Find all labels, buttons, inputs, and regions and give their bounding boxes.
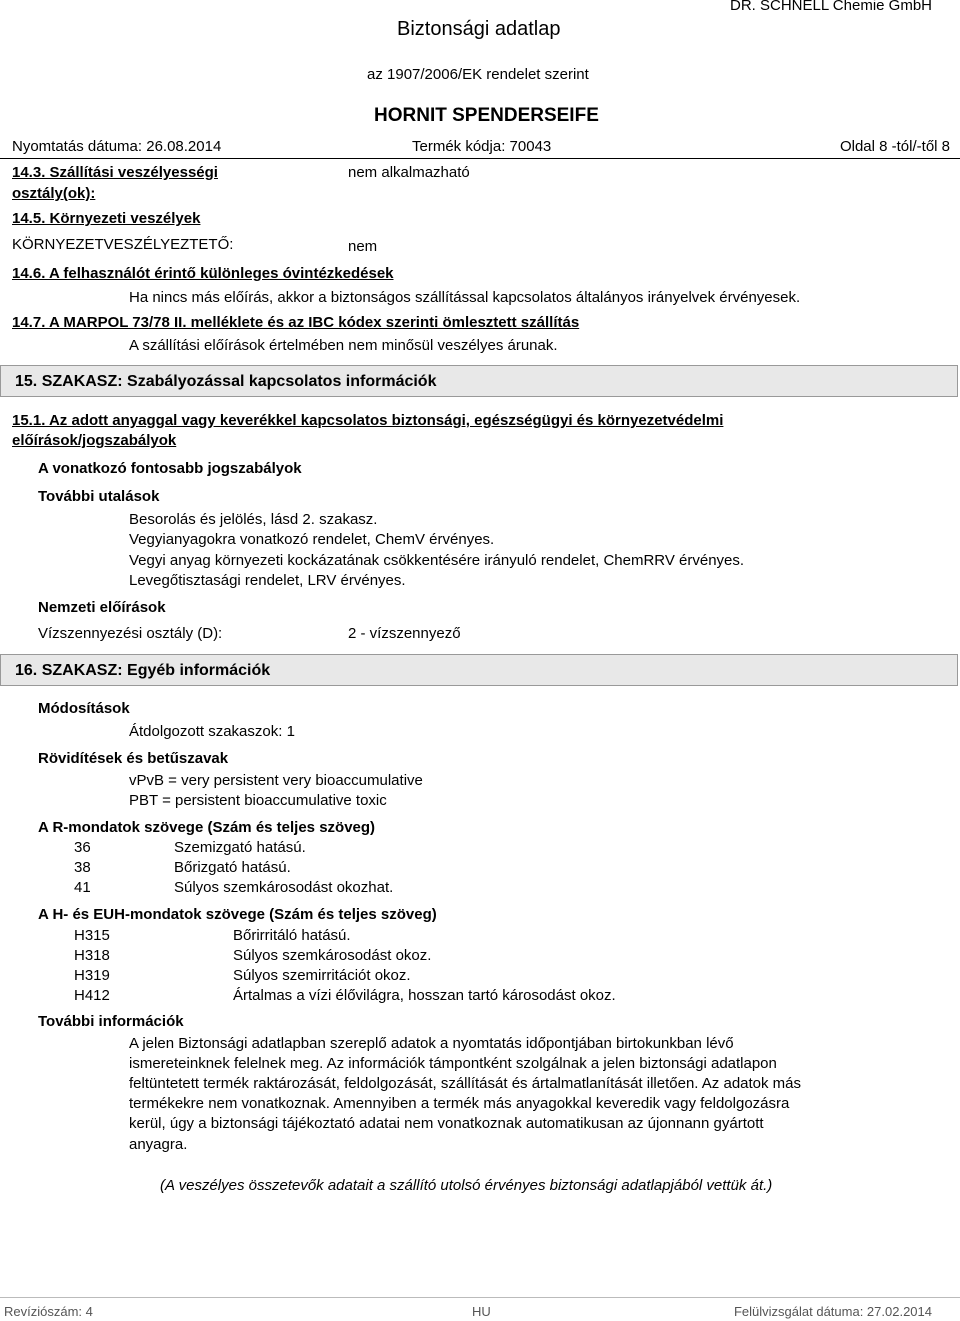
abbreviation-item: PBT = persistent bioaccumulative toxic bbox=[129, 792, 387, 809]
h-phrase-code: H315 bbox=[74, 927, 110, 944]
abbreviation-item: vPvB = very persistent very bioaccumulative bbox=[129, 772, 423, 789]
product-name: HORNIT SPENDERSEIFE bbox=[374, 105, 599, 126]
company-name: DR. SCHNELL Chemie GmbH bbox=[730, 0, 932, 14]
further-references-label: További utalások bbox=[38, 488, 160, 505]
language-code: HU bbox=[472, 1304, 491, 1319]
section-16-header bbox=[0, 654, 958, 686]
h-phrase-code: H412 bbox=[74, 987, 110, 1004]
footer-divider bbox=[0, 1297, 960, 1298]
s146-label: 14.6. A felhasználót érintő különleges óvintézkedések bbox=[12, 265, 394, 282]
header-divider bbox=[0, 158, 960, 159]
env-hazard-label: KÖRNYEZETVESZÉLYEZTETŐ: bbox=[12, 236, 234, 253]
s145-label: 14.5. Környezeti veszélyek bbox=[12, 210, 201, 227]
further-info-label: További információk bbox=[38, 1013, 184, 1030]
s147-label: 14.7. A MARPOL 73/78 II. melléklete és az IBC kódex szerinti ömlesztett szállítás bbox=[12, 314, 580, 331]
reference-item: Levegőtisztasági rendelet, LRV érvényes. bbox=[129, 572, 406, 589]
page-number: Oldal 8 -tól/-től 8 bbox=[839, 138, 950, 155]
further-info-line: termékekre nem vonatkoznak. Amennyiben a termék más anyagokkal keveredik vagy feldolgozásra bbox=[129, 1095, 790, 1112]
s151-heading-line1: 15.1. Az adott anyaggal vagy keverékkel kapcsolatos biztonsági, egészségügyi és környezetvédelmi bbox=[12, 412, 724, 429]
h-phrase-text: Ártalmas a vízi élővilágra, hosszan tartó károsodást okoz. bbox=[233, 987, 616, 1004]
reference-item: Vegyianyagokra vonatkozó rendelet, ChemV érvényes. bbox=[129, 531, 495, 548]
further-info-line: A jelen Biztonsági adatlapban szereplő adatok a nyomtatás időpontjában birtokunkban lévő bbox=[129, 1035, 734, 1052]
modifications-label: Módosítások bbox=[38, 700, 130, 717]
env-hazard-value: nem bbox=[348, 238, 378, 255]
water-hazard-class-label: Vízszennyezési osztály (D): bbox=[38, 625, 223, 642]
r-phrase-code: 36 bbox=[74, 839, 91, 856]
revision-number: Revíziószám: 4 bbox=[4, 1304, 93, 1319]
reference-item: Vegyi anyag környezeti kockázatának csökkentésére irányuló rendelet, ChemRRV érvényes. bbox=[129, 552, 745, 569]
further-info-line: kerül, úgy a biztonsági tájékoztató adatai nem vonatkoznak automatikusan az újonnann gyártott bbox=[129, 1115, 764, 1132]
further-info-line: anyagra. bbox=[129, 1136, 188, 1153]
abbreviations-label: Rövidítések és betűszavak bbox=[38, 750, 229, 767]
r-phrase-text: Szemizgató hatású. bbox=[174, 839, 306, 856]
s151-heading-line2: előírások/jogszabályok bbox=[12, 432, 177, 449]
h-phrase-text: Bőrirritáló hatású. bbox=[233, 927, 351, 944]
relevant-regulations-label: A vonatkozó fontosabb jogszabályok bbox=[38, 460, 302, 477]
section-16-title: 16. SZAKASZ: Egyéb információk bbox=[15, 662, 271, 679]
review-date: Felülvizsgálat dátuma: 27.02.2014 bbox=[733, 1304, 932, 1319]
h-phrase-text: Súlyos szemirritációt okoz. bbox=[233, 967, 411, 984]
s146-text: Ha nincs más előírás, akkor a biztonságos szállítással kapcsolatos általányos irányelvek érvényesek. bbox=[129, 289, 801, 306]
regulation-reference: az 1907/2006/EK rendelet szerint bbox=[367, 66, 589, 83]
further-info-line: ismereteinknek felelnek meg. Az információk támpontként szolgálnak a jelen biztonsági adatlapon bbox=[129, 1055, 777, 1072]
section-15-title: 15. SZAKASZ: Szabályozással kapcsolatos információk bbox=[15, 373, 437, 390]
print-date: Nyomtatás dátuma: 26.08.2014 bbox=[12, 138, 222, 155]
h-phrases-title: A H- és EUH-mondatok szövege (Szám és teljes szöveg) bbox=[38, 906, 437, 923]
r-phrase-text: Súlyos szemkárosodást okozhat. bbox=[174, 879, 394, 896]
s143-value: nem alkalmazható bbox=[348, 164, 470, 181]
r-phrase-code: 38 bbox=[74, 859, 91, 876]
h-phrase-code: H318 bbox=[74, 947, 110, 964]
source-note: (A veszélyes összetevők adatait a szállító utolsó érvényes biztonsági adatlapjából vettük át.) bbox=[160, 1177, 773, 1194]
r-phrases-title: A R-mondatok szövege (Szám és teljes szöveg) bbox=[38, 819, 376, 836]
reference-item: Besorolás és jelölés, lásd 2. szakasz. bbox=[129, 511, 378, 528]
product-code: Termék kódja: 70043 bbox=[412, 138, 552, 155]
s143-label-line1: 14.3. Szállítási veszélyességi bbox=[12, 164, 218, 181]
h-phrase-text: Súlyos szemkárosodást okoz. bbox=[233, 947, 432, 964]
further-info-line: feltüntetett termék raktározását, feldolgozását, szállítását és ártalmatlanítását illetően. Az adatok más bbox=[129, 1075, 802, 1092]
document-title: Biztonsági adatlap bbox=[397, 18, 561, 40]
section-15-header bbox=[0, 365, 958, 397]
national-regulations-label: Nemzeti előírások bbox=[38, 599, 166, 616]
water-hazard-class-value: 2 - vízszennyező bbox=[348, 625, 461, 642]
revised-sections: Átdolgozott szakaszok: 1 bbox=[129, 723, 295, 740]
h-phrase-code: H319 bbox=[74, 967, 110, 984]
r-phrase-code: 41 bbox=[74, 879, 91, 896]
s143-label-line2: osztály(ok): bbox=[12, 185, 96, 202]
r-phrase-text: Bőrizgató hatású. bbox=[174, 859, 291, 876]
s147-text: A szállítási előírások értelmében nem minősül veszélyes árunak. bbox=[129, 337, 558, 354]
